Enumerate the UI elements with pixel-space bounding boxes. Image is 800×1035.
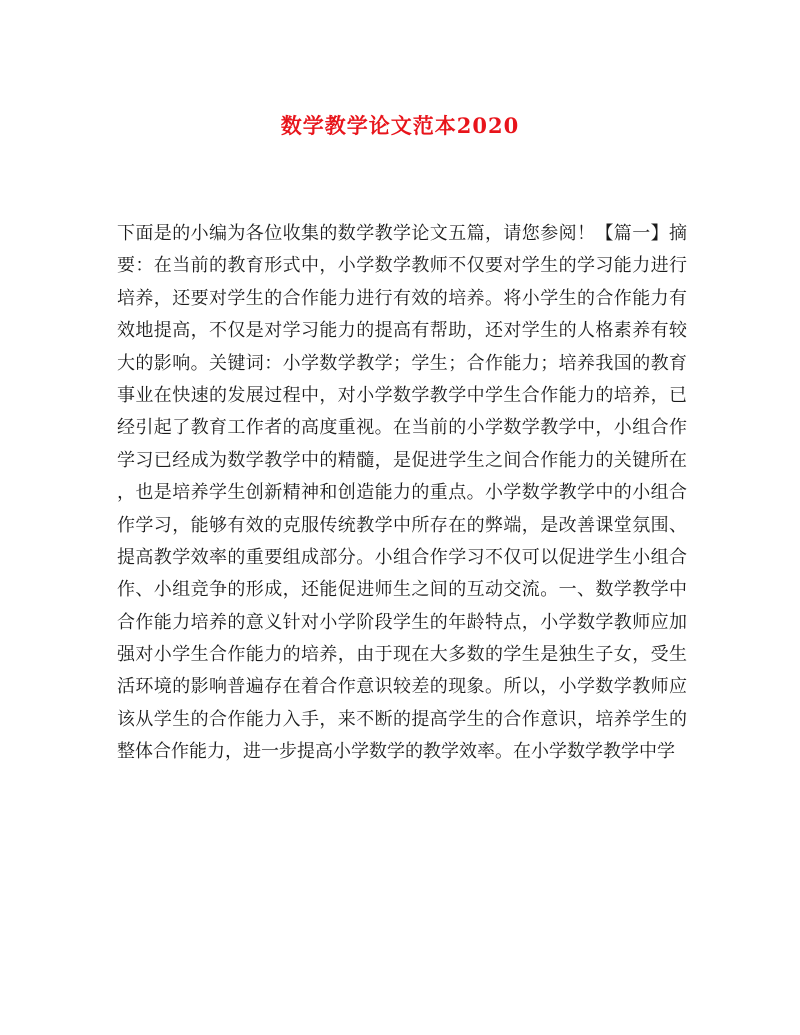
body-line: 事业在快速的发展过程中，对小学数学教学中学生合作能力的培养，已 bbox=[117, 384, 687, 406]
body-line: 提高教学效率的重要组成部分。小组合作学习不仅可以促进学生小组合 bbox=[117, 546, 687, 568]
body-line: 整体合作能力，进一步提高小学数学的教学效率。在小学数学教学中学 bbox=[117, 741, 675, 763]
body-line: ，也是培养学生创新精神和创造能力的重点。小学数学教学中的小组合 bbox=[117, 482, 687, 504]
body-line: 作、小组竞争的形成，还能促进师生之间的互动交流。一、数学教学中 bbox=[117, 579, 687, 601]
body-line: 合作能力培养的意义针对小学阶段学生的年龄特点，小学数学教师应加 bbox=[117, 611, 687, 633]
body-line: 经引起了教育工作者的高度重视。在当前的小学数学教学中，小组合作 bbox=[117, 417, 687, 439]
document-body bbox=[117, 218, 687, 769]
body-line: 强对小学生合作能力的培养，由于现在大多数的学生是独生子女，受生 bbox=[117, 644, 687, 666]
body-line: 要：在当前的教育形式中，小学数学教师不仅要对学生的学习能力进行 bbox=[117, 255, 687, 277]
body-line: 培养，还要对学生的合作能力进行有效的培养。将小学生的合作能力有 bbox=[117, 287, 687, 309]
body-line: 大的影响。关键词：小学数学教学；学生；合作能力；培养我国的教育 bbox=[117, 352, 687, 374]
body-line: 该从学生的合作能力入手，来不断的提高学生的合作意识，培养学生的 bbox=[117, 708, 687, 730]
body-line: 效地提高，不仅是对学习能力的提高有帮助，还对学生的人格素养有较 bbox=[117, 320, 687, 342]
body-line: 下面是的小编为各位收集的数学教学论文五篇，请您参阅！【篇一】摘 bbox=[117, 223, 687, 244]
body-line: 作学习，能够有效的克服传统教学中所存在的弊端，是改善课堂氛围、 bbox=[117, 514, 687, 536]
body-line: 学习已经成为数学教学中的精髓，是促进学生之间合作能力的关键所在 bbox=[117, 449, 687, 471]
document-title: 数学教学论文范本2020 bbox=[280, 113, 520, 138]
body-line: 活环境的影响普遍存在着合作意识较差的现象。所以，小学数学教师应 bbox=[117, 676, 687, 698]
